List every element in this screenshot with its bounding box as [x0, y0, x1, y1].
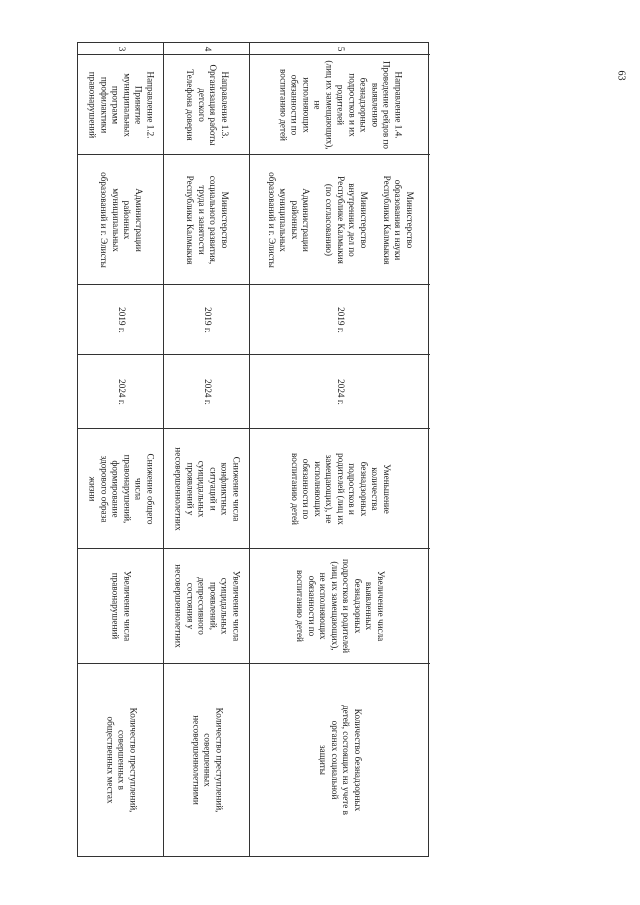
table-cell-indicator: [78, 664, 163, 856]
cell-text-end: 2024 г.: [202, 378, 213, 405]
table-cell-executor: [78, 155, 163, 285]
table-cell-result: [164, 429, 249, 549]
cell-text-risk: Увеличение числа правонарушений: [110, 570, 132, 642]
table-cell-executor: [250, 155, 430, 285]
program-table: [77, 42, 429, 857]
cell-text-start: 2019 г.: [116, 306, 127, 333]
table-cell-direction: [164, 55, 249, 155]
table-cell-executor: [164, 155, 249, 285]
cell-text-num: 3: [116, 46, 127, 51]
cell-text-result: Снижение числа конфликтных ситуаций и суицидальных проявлений у несовершеннолетних: [173, 446, 241, 531]
cell-text-end: 2024 г.: [116, 378, 127, 405]
table-cell-end: [164, 355, 249, 429]
table-cell-num: [250, 43, 430, 55]
table-cell-end: [78, 355, 163, 429]
cell-text-executor: Администрации районных муниципальных образований и г. Элисты: [99, 171, 144, 268]
table-cell-start: [250, 285, 430, 355]
table-cell-indicator: [250, 664, 430, 856]
table-cell-num: [164, 43, 249, 55]
cell-text-num: 4: [202, 46, 213, 51]
cell-text-direction: Направление 1.3. Организация работы детского Телефона доверия: [185, 64, 230, 145]
cell-text-indicator: Количество преступлений, совершенных несовершеннолетними: [190, 707, 224, 813]
table-cell-result: [78, 429, 163, 549]
cell-text-num: 5: [335, 46, 346, 51]
cell-text-direction: Направление 1.4. Проведение рейдов по выявлению безнадзорных подростков и их родителей (лиц их замещающих), не исполняющих обязанности по воспитанию детей: [278, 59, 404, 150]
cell-text-start: 2019 г.: [202, 306, 213, 333]
cell-text-executor: Министерство социального развития, труда и занятости Республики Калмыкия: [185, 175, 230, 264]
cell-text-result: Уменьшение количества безнадзорных подростков и родителей (лиц их замещающих), не исполняющих обязанности по воспитанию детей: [289, 452, 392, 525]
table-cell-risk: [78, 549, 163, 664]
table-cell-result: [250, 429, 430, 549]
table-cell-start: [164, 285, 249, 355]
cell-text-result: Снижение общего числа правонарушений, формирование здорового образа жизни: [87, 452, 155, 525]
cell-text-end: 2024 г.: [335, 378, 346, 405]
cell-text-direction: Направление 1.2. Принятие муниципальных программ профилактики правонарушений: [87, 70, 155, 139]
page-number: 63: [615, 70, 627, 81]
table-cell-indicator: [164, 664, 249, 856]
cell-text-risk: Увеличение числа выявленных безнадзорных подростков и родителей (лиц их замещающих), не исполняющих обязанности по воспитанию детей: [295, 558, 386, 654]
table-cell-num: [78, 43, 163, 55]
cell-text-indicator: Количество безнадзорных детей, состоящих на учете в органах социальной защиты: [318, 704, 363, 816]
table-cell-end: [250, 355, 430, 429]
cell-text-start: 2019 г.: [335, 306, 346, 333]
cell-text-risk: Увеличение числа суицидальных проявлений, депрессивного состояния у несовершеннолетних: [173, 564, 241, 648]
table-cell-start: [78, 285, 163, 355]
table-row: [78, 43, 164, 856]
table-row: [164, 43, 250, 856]
table-cell-direction: [78, 55, 163, 155]
table-cell-risk: [250, 549, 430, 664]
table-cell-risk: [164, 549, 249, 664]
cell-text-indicator: Количество преступлений, совершенных в общественных местах: [104, 707, 138, 813]
table-cell-direction: [250, 55, 430, 155]
table-row: [250, 43, 430, 856]
cell-text-executor: Министерство образования и науки Республики Калмыкия Министерство внутренних дел по Республике Калмыкия (по согласованию) Администрации районных муниципальных образований и г. Элисты: [266, 171, 415, 268]
